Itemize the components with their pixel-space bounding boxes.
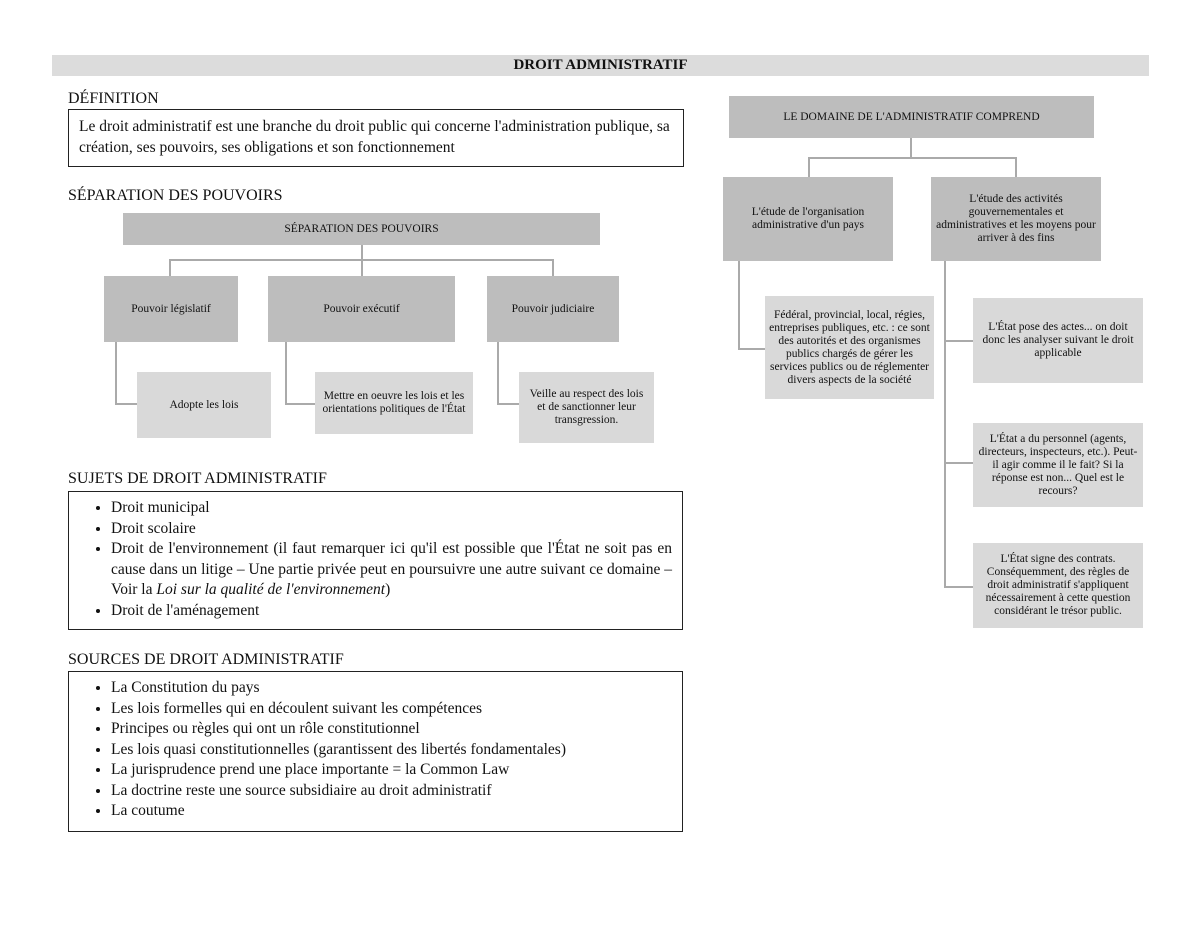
node-label: L'État a du personnel (agents, directeurs, inspecteurs, etc.). Peut-il agir comme il le fait? Si la réponse est non... Quel est le recours?	[978, 432, 1138, 497]
list-item	[111, 760, 672, 781]
list-item	[111, 699, 672, 720]
separation-heading: SÉPARATION DES POUVOIRS	[68, 187, 283, 204]
connector	[1015, 157, 1017, 177]
list-item-text: Les lois quasi constitutionnelles (garantissent des libertés fondamentales)	[111, 740, 566, 758]
node-legislative-detail	[137, 372, 271, 438]
list-item-text: Droit de l'aménagement	[111, 601, 260, 619]
definition-text: Le droit administratif est une branche du droit public qui concerne l'administration publique, sa création, ses pouvoirs, ses obligations et son fonctionnement	[79, 118, 670, 156]
list-item	[111, 719, 672, 740]
list-item	[111, 740, 672, 761]
node-label: L'étude des activités gouvernementales et administratives et les moyens pour arriver à des fins	[936, 193, 1096, 244]
node-label: L'étude de l'organisation administrative d'un pays	[751, 206, 865, 231]
separation-root-node	[123, 213, 600, 245]
domain-root-node	[729, 96, 1094, 138]
list-item-text: Droit scolaire	[111, 519, 196, 537]
connector	[910, 138, 912, 158]
list-item-text: Droit de l'environnement (il faut remarquer ici qu'il est possible que l'État ne soit pas en cause dans un litige – Une partie privée peut en poursuivre une autre suivant ce domaine – Voir la	[111, 540, 672, 598]
node-executive	[268, 276, 455, 342]
connector	[944, 462, 973, 464]
page-title: DROIT ADMINISTRATIF	[52, 55, 1149, 76]
node-judiciary	[487, 276, 619, 342]
list-item-text: La doctrine reste une source subsidiaire au droit administratif	[111, 781, 492, 799]
connector	[285, 342, 287, 405]
list-item	[111, 781, 672, 802]
node-label: L'État signe des contrats. Conséquemment, des règles de droit administratif s'appliquent nécessairement à cette question considérant le trésor public.	[985, 553, 1131, 617]
list-item	[111, 519, 672, 540]
connector	[738, 348, 765, 350]
connector	[944, 586, 973, 588]
connector	[115, 403, 137, 405]
connector	[808, 157, 810, 177]
list-item-text: La Constitution du pays	[111, 679, 260, 696]
node-executive-detail	[315, 372, 473, 434]
list-item	[111, 801, 672, 822]
node-label: Pouvoir exécutif	[323, 302, 400, 315]
node-judiciary-detail	[519, 372, 654, 443]
law-title: Loi sur la qualité de l'environnement	[156, 581, 386, 598]
connector	[552, 259, 554, 276]
sources-list	[69, 678, 682, 822]
node-activities	[931, 177, 1101, 261]
list-item	[111, 601, 672, 622]
connector	[738, 261, 740, 350]
node-label: Mettre en oeuvre les lois et les orientations politiques de l'État	[322, 390, 466, 415]
list-item	[111, 539, 672, 601]
connector	[808, 157, 1017, 159]
node-organisation	[723, 177, 893, 261]
connector	[361, 245, 363, 260]
node-label: Pouvoir judiciaire	[511, 302, 595, 315]
connector	[497, 342, 499, 405]
connector	[115, 342, 117, 405]
node-legislative	[104, 276, 238, 342]
sources-box	[68, 671, 683, 832]
list-item-text: Droit municipal	[111, 499, 210, 516]
connector	[361, 259, 363, 276]
node-label: Fédéral, provincial, local, régies, entreprises publiques, etc. : ce sont des autorités et des organismes publics chargés de gérer les services publics ou de réglementer divers aspects de la société	[769, 308, 930, 386]
node-label: Veille au respect des lois et de sanctionner leur transgression.	[529, 388, 644, 426]
definition-heading: DÉFINITION	[68, 90, 159, 107]
node-label: SÉPARATION DES POUVOIRS	[284, 222, 439, 235]
list-item-text: Principes ou règles qui ont un rôle constitutionnel	[111, 720, 420, 737]
subjects-heading: SUJETS DE DROIT ADMINISTRATIF	[68, 470, 327, 487]
node-contracts-detail	[973, 543, 1143, 628]
node-organisation-detail	[765, 296, 934, 399]
node-acts-detail	[973, 298, 1143, 383]
list-item	[111, 678, 672, 699]
list-item-text: La coutume	[111, 802, 185, 819]
sources-heading: SOURCES DE DROIT ADMINISTRATIF	[68, 651, 344, 668]
connector	[944, 340, 973, 342]
subjects-box	[68, 491, 683, 630]
connector	[285, 403, 315, 405]
connector	[944, 261, 946, 588]
node-label: L'État pose des actes... on doit donc les analyser suivant le droit applicable	[982, 321, 1134, 359]
subjects-list	[69, 498, 682, 621]
node-label: Pouvoir législatif	[131, 302, 211, 315]
connector	[497, 403, 519, 405]
list-item-text: )	[385, 581, 391, 598]
node-personnel-detail	[973, 423, 1143, 507]
connector	[169, 259, 171, 276]
list-item-text: Les lois formelles qui en découlent suivant les compétences	[111, 699, 483, 717]
node-label: Adopte les lois	[169, 398, 239, 411]
list-item	[111, 498, 672, 519]
definition-box	[68, 109, 684, 167]
node-label: LE DOMAINE DE L'ADMINISTRATIF COMPREND	[783, 110, 1040, 123]
list-item-text: La jurisprudence prend une place importante = la Common Law	[111, 761, 510, 778]
